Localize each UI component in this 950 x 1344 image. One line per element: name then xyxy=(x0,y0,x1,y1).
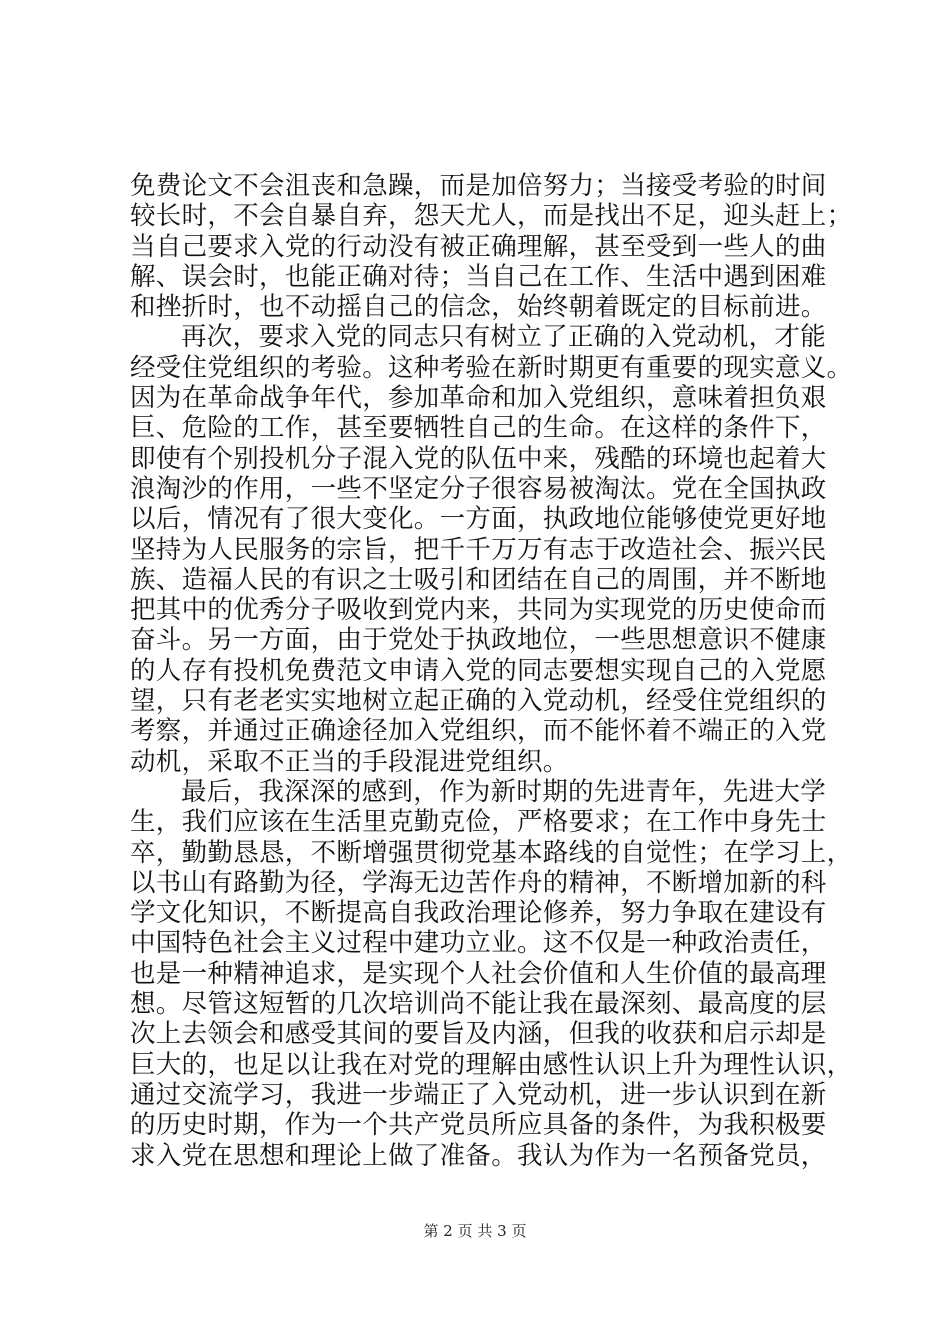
text-line: 族、造福人民的有识之士吸引和团结在自己的周围，并不断地 xyxy=(130,564,827,595)
text-line: 解、误会时，也能正确对待；当自己在工作、生活中遇到困难 xyxy=(130,261,827,292)
text-line: 巨大的，也足以让我在对党的理解由感性认识上升为理性认识， xyxy=(130,1049,853,1080)
text-line: 即使有个别投机分子混入党的队伍中来，残酷的环境也起着大 xyxy=(130,443,827,474)
text-line: 求入党在思想和理论上做了准备。我认为作为一名预备党员， xyxy=(130,1140,827,1171)
page-number-label: 第 2 页 共 3 页 xyxy=(423,1222,527,1240)
text-line: 奋斗。另一方面，由于党处于执政地位，一些思想意识不健康 xyxy=(130,625,827,656)
document-body xyxy=(130,171,853,1171)
text-line: 也是一种精神追求，是实现个人社会价值和人生价值的最高理 xyxy=(130,958,827,989)
text-line: 免费论文不会沮丧和急躁，而是加倍努力；当接受考验的时间 xyxy=(130,171,827,201)
text-line: 中国特色社会主义过程中建功立业。这不仅是一种政治责任， xyxy=(130,928,827,959)
text-line: 因为在革命战争年代，参加革命和加入党组织，意味着担负艰 xyxy=(130,383,827,414)
text-line: 浪淘沙的作用，一些不坚定分子很容易被淘汰。党在全国执政 xyxy=(130,473,827,504)
text-line: 通过交流学习，我进一步端正了入党动机，进一步认识到在新 xyxy=(130,1079,827,1110)
text-line: 卒，勤勤恳恳，不断增强贯彻党基本路线的自觉性；在学习上， xyxy=(130,837,853,868)
text-line: 学文化知识，不断提高自我政治理论修养，努力争取在建设有 xyxy=(130,898,827,929)
text-line: 次上去领会和感受其间的要旨及内涵，但我的收获和启示却是 xyxy=(130,1019,827,1050)
text-line: 的历史时期，作为一个共产党员所应具备的条件，为我积极要 xyxy=(130,1110,827,1141)
text-line: 再次，要求入党的同志只有树立了正确的入党动机，才能 xyxy=(181,322,827,353)
text-line: 巨、危险的工作，甚至要牺牲自己的生命。在这样的条件下， xyxy=(130,413,827,444)
page-footer xyxy=(0,1221,950,1241)
text-line: 和挫折时，也不动摇自己的信念，始终朝着既定的目标前进。 xyxy=(130,292,827,323)
text-line: 以后，情况有了很大变化。一方面，执政地位能够使党更好地 xyxy=(130,504,827,535)
text-line: 动机，采取不正当的手段混进党组织。 xyxy=(130,746,569,777)
text-line: 想。尽管这短暂的几次培训尚不能让我在最深刻、最高度的层 xyxy=(130,989,827,1020)
text-line: 最后，我深深的感到，作为新时期的先进青年，先进大学 xyxy=(181,776,827,807)
text-line: 以书山有路勤为径，学海无边苦作舟的精神，不断增加新的科 xyxy=(130,867,827,898)
text-line: 坚持为人民服务的宗旨，把千千万万有志于改造社会、振兴民 xyxy=(130,534,827,565)
text-line: 经受住党组织的考验。这种考验在新时期更有重要的现实意义。 xyxy=(130,352,853,383)
text-line: 生，我们应该在生活里克勤克俭，严格要求；在工作中身先士 xyxy=(130,807,827,838)
text-line: 把其中的优秀分子吸收到党内来，共同为实现党的历史使命而 xyxy=(130,595,827,626)
text-line: 当自己要求入党的行动没有被正确理解，甚至受到一些人的曲 xyxy=(130,231,827,262)
text-line: 考察，并通过正确途径加入党组织，而不能怀着不端正的入党 xyxy=(130,716,827,747)
text-line: 望，只有老老实实地树立起正确的入党动机，经受住党组织的 xyxy=(130,686,827,717)
text-line: 较长时，不会自暴自弃，怨天尤人，而是找出不足，迎头赶上； xyxy=(130,201,853,232)
text-line: 的人存有投机免费范文申请入党的同志要想实现自己的入党愿 xyxy=(130,655,827,686)
